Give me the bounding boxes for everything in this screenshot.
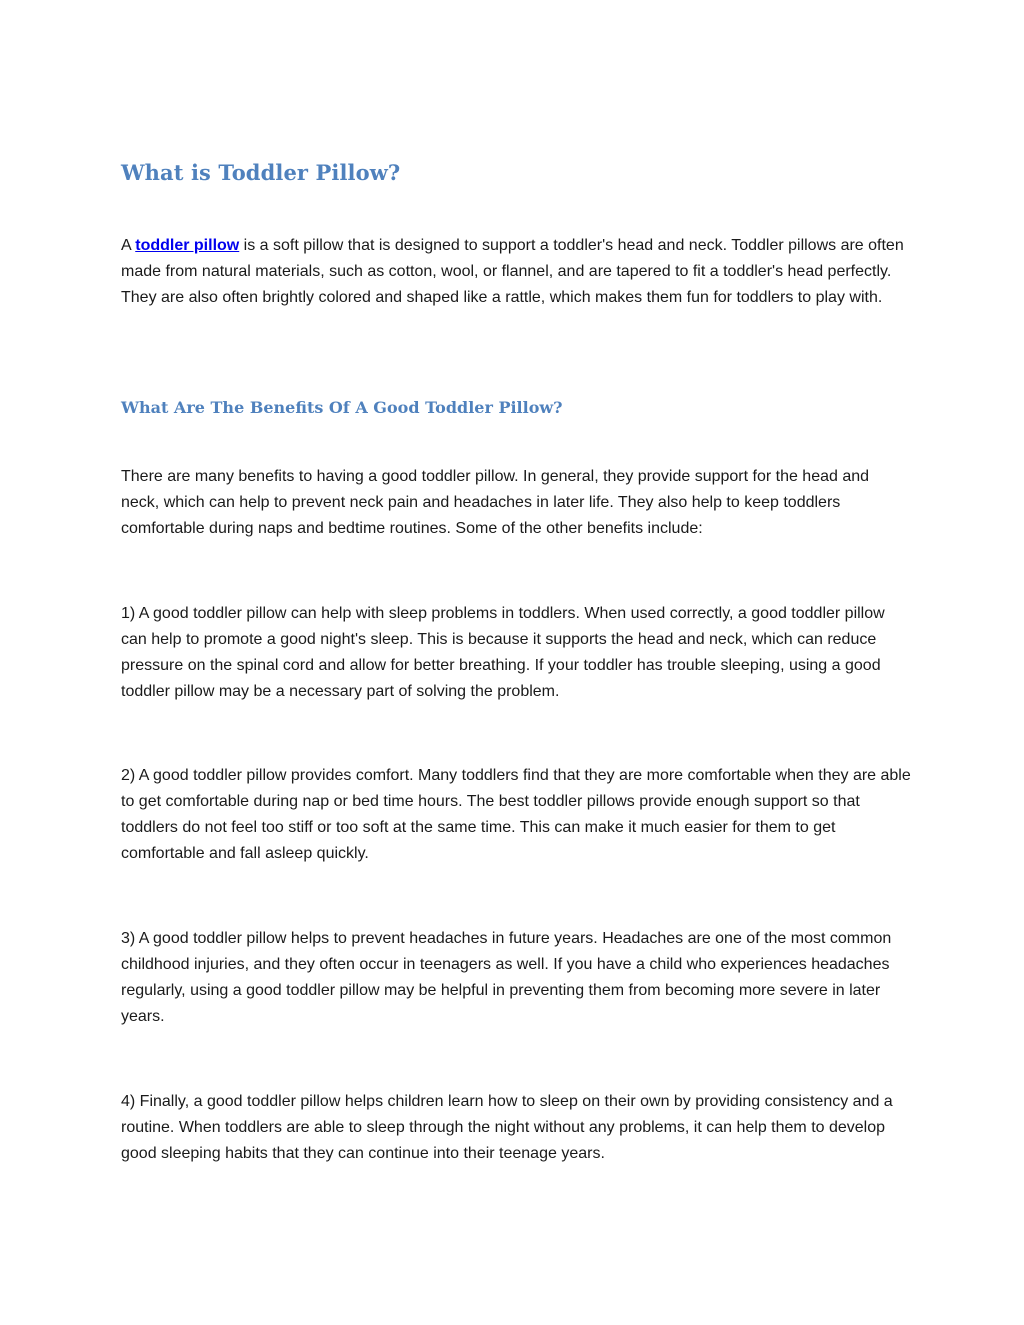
intro-prefix: A (121, 237, 136, 254)
intro-paragraph (121, 233, 911, 311)
benefits-intro-paragraph: There are many benefits to having a good toddler pillow. In general, they provide support for the head and neck, which can help to prevent neck pain and headaches in later life. They also help to keep toddlers comfortable during naps and bedtime routines. Some of the other benefits include: (121, 468, 870, 537)
benefit-point-3: 3) A good toddler pillow helps to prevent headaches in future years. Headaches are one of the most common childhood injuries, and they often occur in teenagers as well. If you have a child who experiences headaches regularly, using a good toddler pillow may be helpful in preventing them from becoming more severe in later years. (121, 930, 892, 1025)
benefit-point-4: 4) Finally, a good toddler pillow helps children learn how to sleep on their own by providing consistency and a routine. When toddlers are able to sleep through the night without any problems, it can help them to develop good sleeping habits that they can continue into their teenage years. (121, 1093, 893, 1162)
benefit-point-1: 1) A good toddler pillow can help with sleep problems in toddlers. When used correctly, a good toddler pillow can help to promote a good night's sleep. This is because it supports the head and neck, which can reduce pressure on the spinal cord and allow for better breathing. If your toddler has trouble sleeping, using a good toddler pillow may be a necessary part of solving the problem. (121, 605, 885, 700)
intro-suffix: is a soft pillow that is designed to support a toddler's head and neck. Toddler pillows are often made from natural materials, such as cotton, wool, or flannel, and are tapered to fit a toddler's head perfectly. They are also often brightly colored and shaped like a rattle, which makes them fun for toddlers to play with. (121, 237, 904, 306)
toddler-pillow-link[interactable]: toddler pillow (135, 237, 240, 254)
benefits-heading: What Are The Benefits Of A Good Toddler Pillow? (121, 398, 563, 417)
benefit-point-2: 2) A good toddler pillow provides comfort. Many toddlers find that they are more comfortable when they are able to get comfortable during nap or bed time hours. The best toddler pillows provide enough support so that toddlers do not feel too stiff or too soft at the same time. This can make it much easier for them to get comfortable and fall asleep quickly. (121, 767, 911, 862)
page-title: What is Toddler Pillow? (121, 160, 401, 185)
